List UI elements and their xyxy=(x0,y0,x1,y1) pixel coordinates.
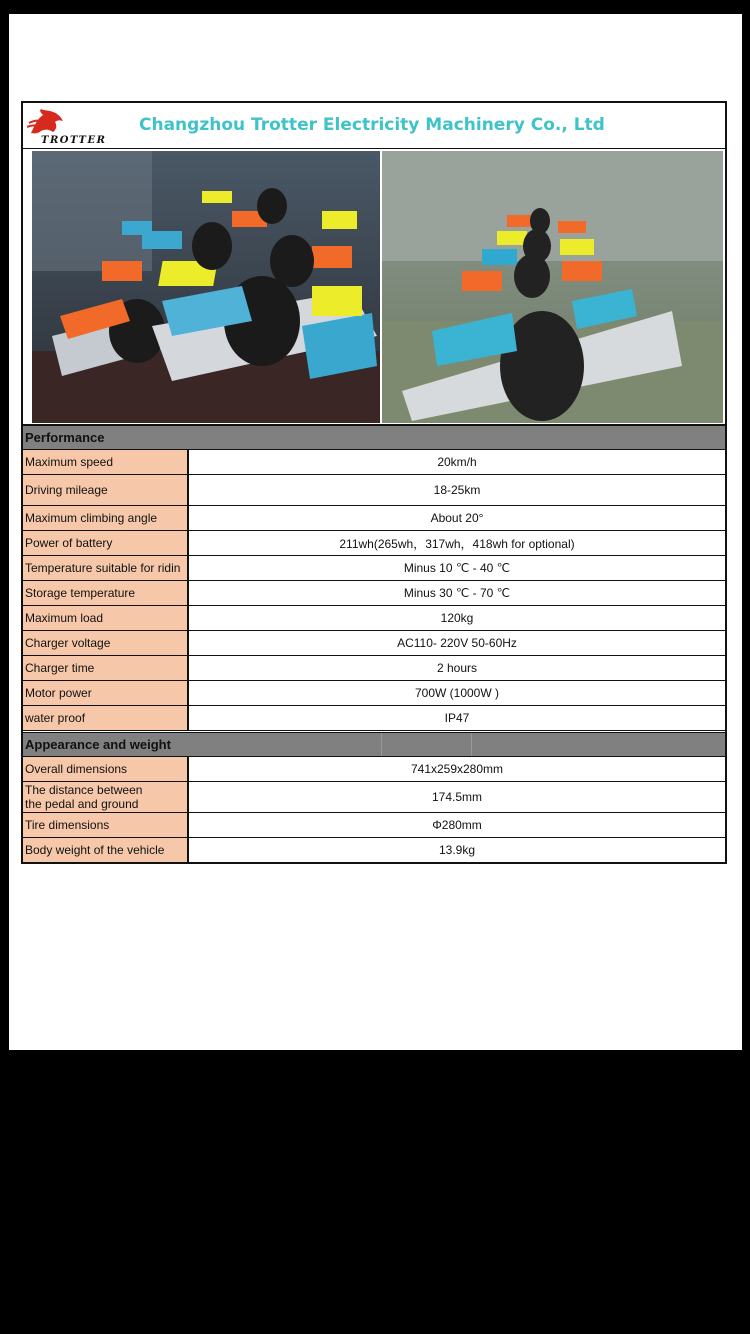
spec-label: Motor power xyxy=(23,681,189,705)
spec-label: Storage temperature xyxy=(23,581,189,605)
section-appearance xyxy=(23,732,725,757)
table-row xyxy=(23,631,725,656)
document-page xyxy=(9,14,742,1050)
spec-value: Φ280mm xyxy=(432,818,482,832)
table-row xyxy=(23,556,725,581)
table-row xyxy=(23,838,725,863)
section-performance xyxy=(23,425,725,450)
table-row xyxy=(23,782,725,813)
product-photos xyxy=(23,149,725,425)
horse-logo-icon xyxy=(27,107,67,137)
table-row xyxy=(23,581,725,606)
table-row xyxy=(23,450,725,475)
table-row xyxy=(23,706,725,731)
table-row xyxy=(23,681,725,706)
spec-label: Temperature suitable for ridin xyxy=(23,556,189,580)
table-row xyxy=(23,813,725,838)
spec-value: Minus 30 ℃ - 70 ℃ xyxy=(403,586,511,600)
section-title: Appearance and weight xyxy=(25,737,171,752)
spec-value: IP47 xyxy=(444,711,470,725)
brand-name: TROTTER xyxy=(41,135,107,146)
spec-value: 20km/h xyxy=(437,455,477,469)
spec-label: The distance between the pedal and ground xyxy=(23,782,189,812)
company-name: Changzhou Trotter Electricity Machinery Co., Ltd xyxy=(139,115,605,135)
spec-label: Tire dimensions xyxy=(23,813,189,837)
table-row xyxy=(23,531,725,556)
spec-label: Power of battery xyxy=(23,531,189,555)
spec-value: 13.9kg xyxy=(438,843,476,857)
spec-label: water proof xyxy=(23,706,189,730)
spec-label: Driving mileage xyxy=(23,475,189,505)
section-title: Performance xyxy=(25,430,105,445)
spec-value: 120kg xyxy=(440,611,474,625)
table-row xyxy=(23,757,725,782)
spec-sheet xyxy=(21,101,727,864)
spec-value: 174.5mm xyxy=(431,790,483,804)
table-row xyxy=(23,606,725,631)
trotter-logo xyxy=(25,107,117,147)
spec-value: AC110- 220V 50-60Hz xyxy=(397,636,517,650)
spec-value: About 20° xyxy=(430,511,484,525)
unicycle-lineup-photo xyxy=(32,151,380,423)
table-row xyxy=(23,656,725,681)
spec-value: 18-25km xyxy=(433,483,481,497)
spec-value: Minus 10 ℃ - 40 ℃ xyxy=(403,561,511,575)
spec-label: Body weight of the vehicle xyxy=(23,838,189,862)
spec-value: 741x259x280mm xyxy=(410,762,504,776)
spec-value: 700W (1000W ) xyxy=(414,686,500,700)
spec-label: Charger voltage xyxy=(23,631,189,655)
spec-label: Overall dimensions xyxy=(23,757,189,781)
spec-label: Maximum climbing angle xyxy=(23,506,189,530)
spec-label: Charger time xyxy=(23,656,189,680)
table-row xyxy=(23,506,725,531)
spec-value: 211wh(265wh，317wh，418wh for optional) xyxy=(339,536,575,551)
spec-label: Maximum load xyxy=(23,606,189,630)
unicycle-row-photo xyxy=(382,151,723,423)
spec-value: 2 hours xyxy=(436,661,478,675)
sheet-header xyxy=(23,103,725,149)
spec-label: Maximum speed xyxy=(23,450,189,474)
table-row xyxy=(23,475,725,506)
